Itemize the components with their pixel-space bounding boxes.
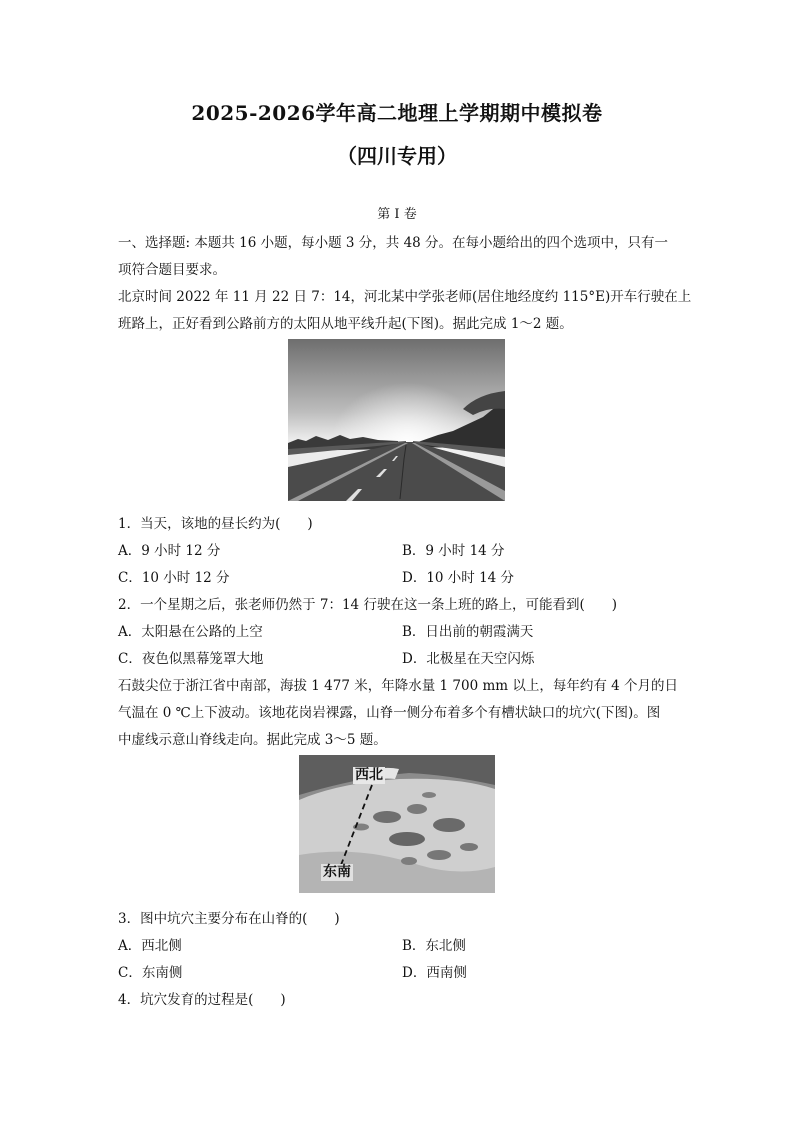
question-2-option-c: C．夜色似黑幕笼罩大地 — [118, 651, 264, 667]
ridge-label-northwest: 西北 — [355, 767, 383, 783]
question-3-option-b: B．东北侧 — [402, 938, 466, 954]
page-subtitle: （四川专用） — [337, 144, 457, 168]
granite-ridge-photo — [299, 755, 495, 893]
volume-heading: 第 I 卷 — [377, 207, 417, 222]
passage-2-line-3: 中虚线示意山脊线走向。据此完成 3～5 题。 — [118, 732, 387, 748]
question-3-option-c: C．东南侧 — [118, 965, 183, 981]
question-2-option-b: B．日出前的朝霞满天 — [402, 624, 534, 640]
ridge-label-southeast: 东南 — [323, 864, 351, 880]
page-title: 2025-2026学年高二地理上学期期中模拟卷 — [191, 101, 603, 125]
passage-2-line-2: 气温在 0 ℃上下波动。该地花岗岩裸露，山脊一侧分布着多个有槽状缺口的坑穴(下图)。图 — [118, 705, 661, 721]
section-intro-line-1: 一、选择题: 本题共 16 小题，每小题 3 分，共 48 分。在每小题给出的四个选项中，只有一 — [118, 235, 669, 251]
question-3-stem: 3．图中坑穴主要分布在山脊的( ) — [118, 911, 340, 927]
question-2-option-a: A．太阳悬在公路的上空 — [118, 624, 263, 640]
question-3-option-a: A．西北侧 — [118, 938, 182, 954]
passage-1-line-1: 北京时间 2022 年 11 月 22 日 7：14，河北某中学张老师(居住地经度约 115°E)开车行驶在上 — [118, 289, 692, 305]
question-4-stem: 4．坑穴发育的过程是( ) — [118, 992, 286, 1008]
question-2-stem: 2．一个星期之后，张老师仍然于 7：14 行驶在这一条上班的路上，可能看到( ) — [118, 597, 617, 613]
question-3-option-d: D．西南侧 — [402, 965, 467, 981]
question-2-option-d: D．北极星在天空闪烁 — [402, 651, 535, 667]
question-1-option-c: C．10 小时 12 分 — [118, 570, 230, 586]
road-sunrise-photo — [288, 339, 505, 501]
question-1-stem: 1．当天，该地的昼长约为( ) — [118, 516, 313, 532]
question-1-option-b: B．9 小时 14 分 — [402, 543, 505, 559]
passage-2-line-1: 石鼓尖位于浙江省中南部，海拔 1 477 米，年降水量 1 700 mm 以上，每年约有 4 个月的日 — [118, 678, 679, 694]
section-intro-line-2: 项符合题目要求。 — [118, 262, 226, 278]
passage-1-line-2: 班路上，正好看到公路前方的太阳从地平线升起(下图)。据此完成 1～2 题。 — [118, 316, 573, 332]
question-1-option-d: D．10 小时 14 分 — [402, 570, 515, 586]
question-1-option-a: A．9 小时 12 分 — [118, 543, 221, 559]
